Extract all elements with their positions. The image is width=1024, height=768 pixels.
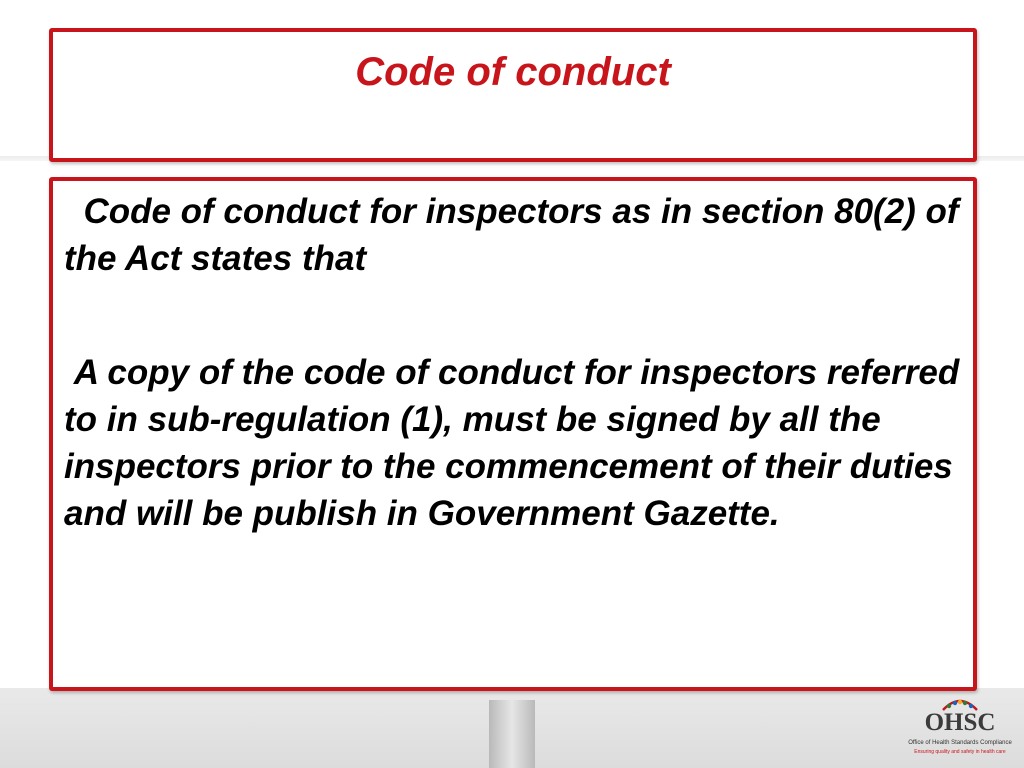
footer-post xyxy=(489,700,535,768)
logo-name: OHSC xyxy=(924,709,996,736)
ohsc-logo xyxy=(906,694,1014,764)
paragraph-1 xyxy=(64,188,964,282)
logo-tagline: Ensuring quality and safety in health care xyxy=(914,749,1006,755)
logo-subtitle: Office of Health Standards Compliance xyxy=(908,740,1012,746)
slide-title: Code of conduct xyxy=(355,50,671,94)
paragraph-2 xyxy=(64,349,964,537)
content-box xyxy=(49,177,977,691)
paragraph-2-text: A copy of the code of conduct for inspectors referred to in sub-regulation (1), must be signed by all the inspectors prior to the commencement of their duties and will be publish in Government Gazette. xyxy=(64,353,960,533)
paragraph-1-text: Code of conduct for inspectors as in section 80(2) of the Act states that xyxy=(64,192,959,278)
title-box xyxy=(49,28,977,162)
